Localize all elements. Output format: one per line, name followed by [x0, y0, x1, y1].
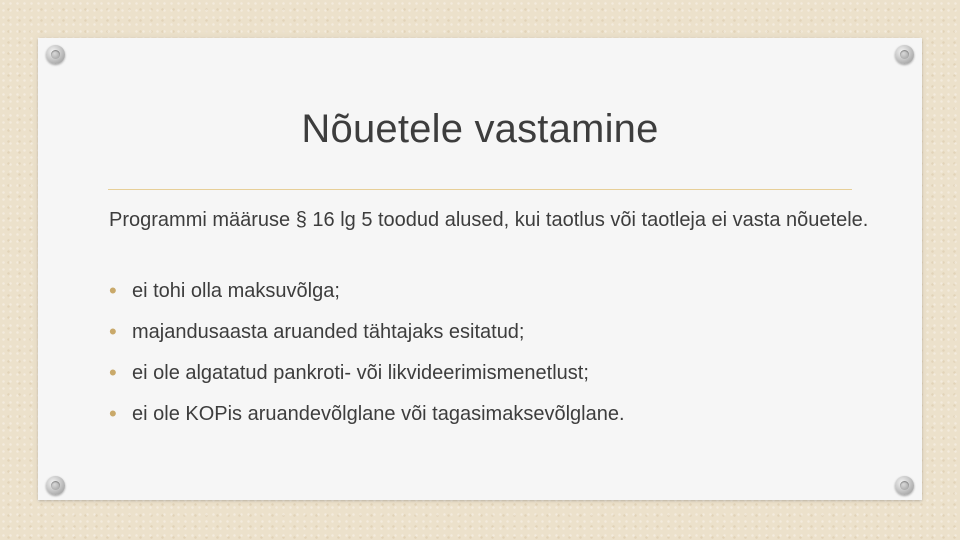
pushpin-icon: [46, 476, 65, 495]
bullet-text: ei ole algatatud pankroti- või likvideerimismenetlust;: [132, 362, 589, 384]
pushpin-icon: [46, 45, 65, 64]
bullet-icon: •: [109, 401, 117, 426]
bullet-text: ei tohi olla maksuvõlga;: [132, 280, 340, 302]
intro-text: Programmi määruse § 16 lg 5 toodud alused, kui taotlus või taotleja ei vasta nõuetele.: [109, 209, 869, 231]
pushpin-icon: [895, 45, 914, 64]
bullet-icon: •: [109, 319, 117, 344]
bullet-item: [109, 359, 625, 400]
bullet-item: [109, 318, 625, 359]
bullet-text: ei ole KOPis aruandevõlglane või tagasimaksevõlglane.: [132, 403, 625, 425]
bullet-text: majandusaasta aruanded tähtajaks esitatud;: [132, 321, 525, 343]
bullet-list: [109, 277, 625, 441]
bullet-item: [109, 277, 625, 318]
pushpin-icon: [895, 476, 914, 495]
bullet-icon: •: [109, 278, 117, 303]
slide-title: Nõuetele vastamine: [301, 107, 659, 151]
title-divider: [108, 189, 852, 190]
bullet-icon: •: [109, 360, 117, 385]
bullet-item: [109, 400, 625, 441]
